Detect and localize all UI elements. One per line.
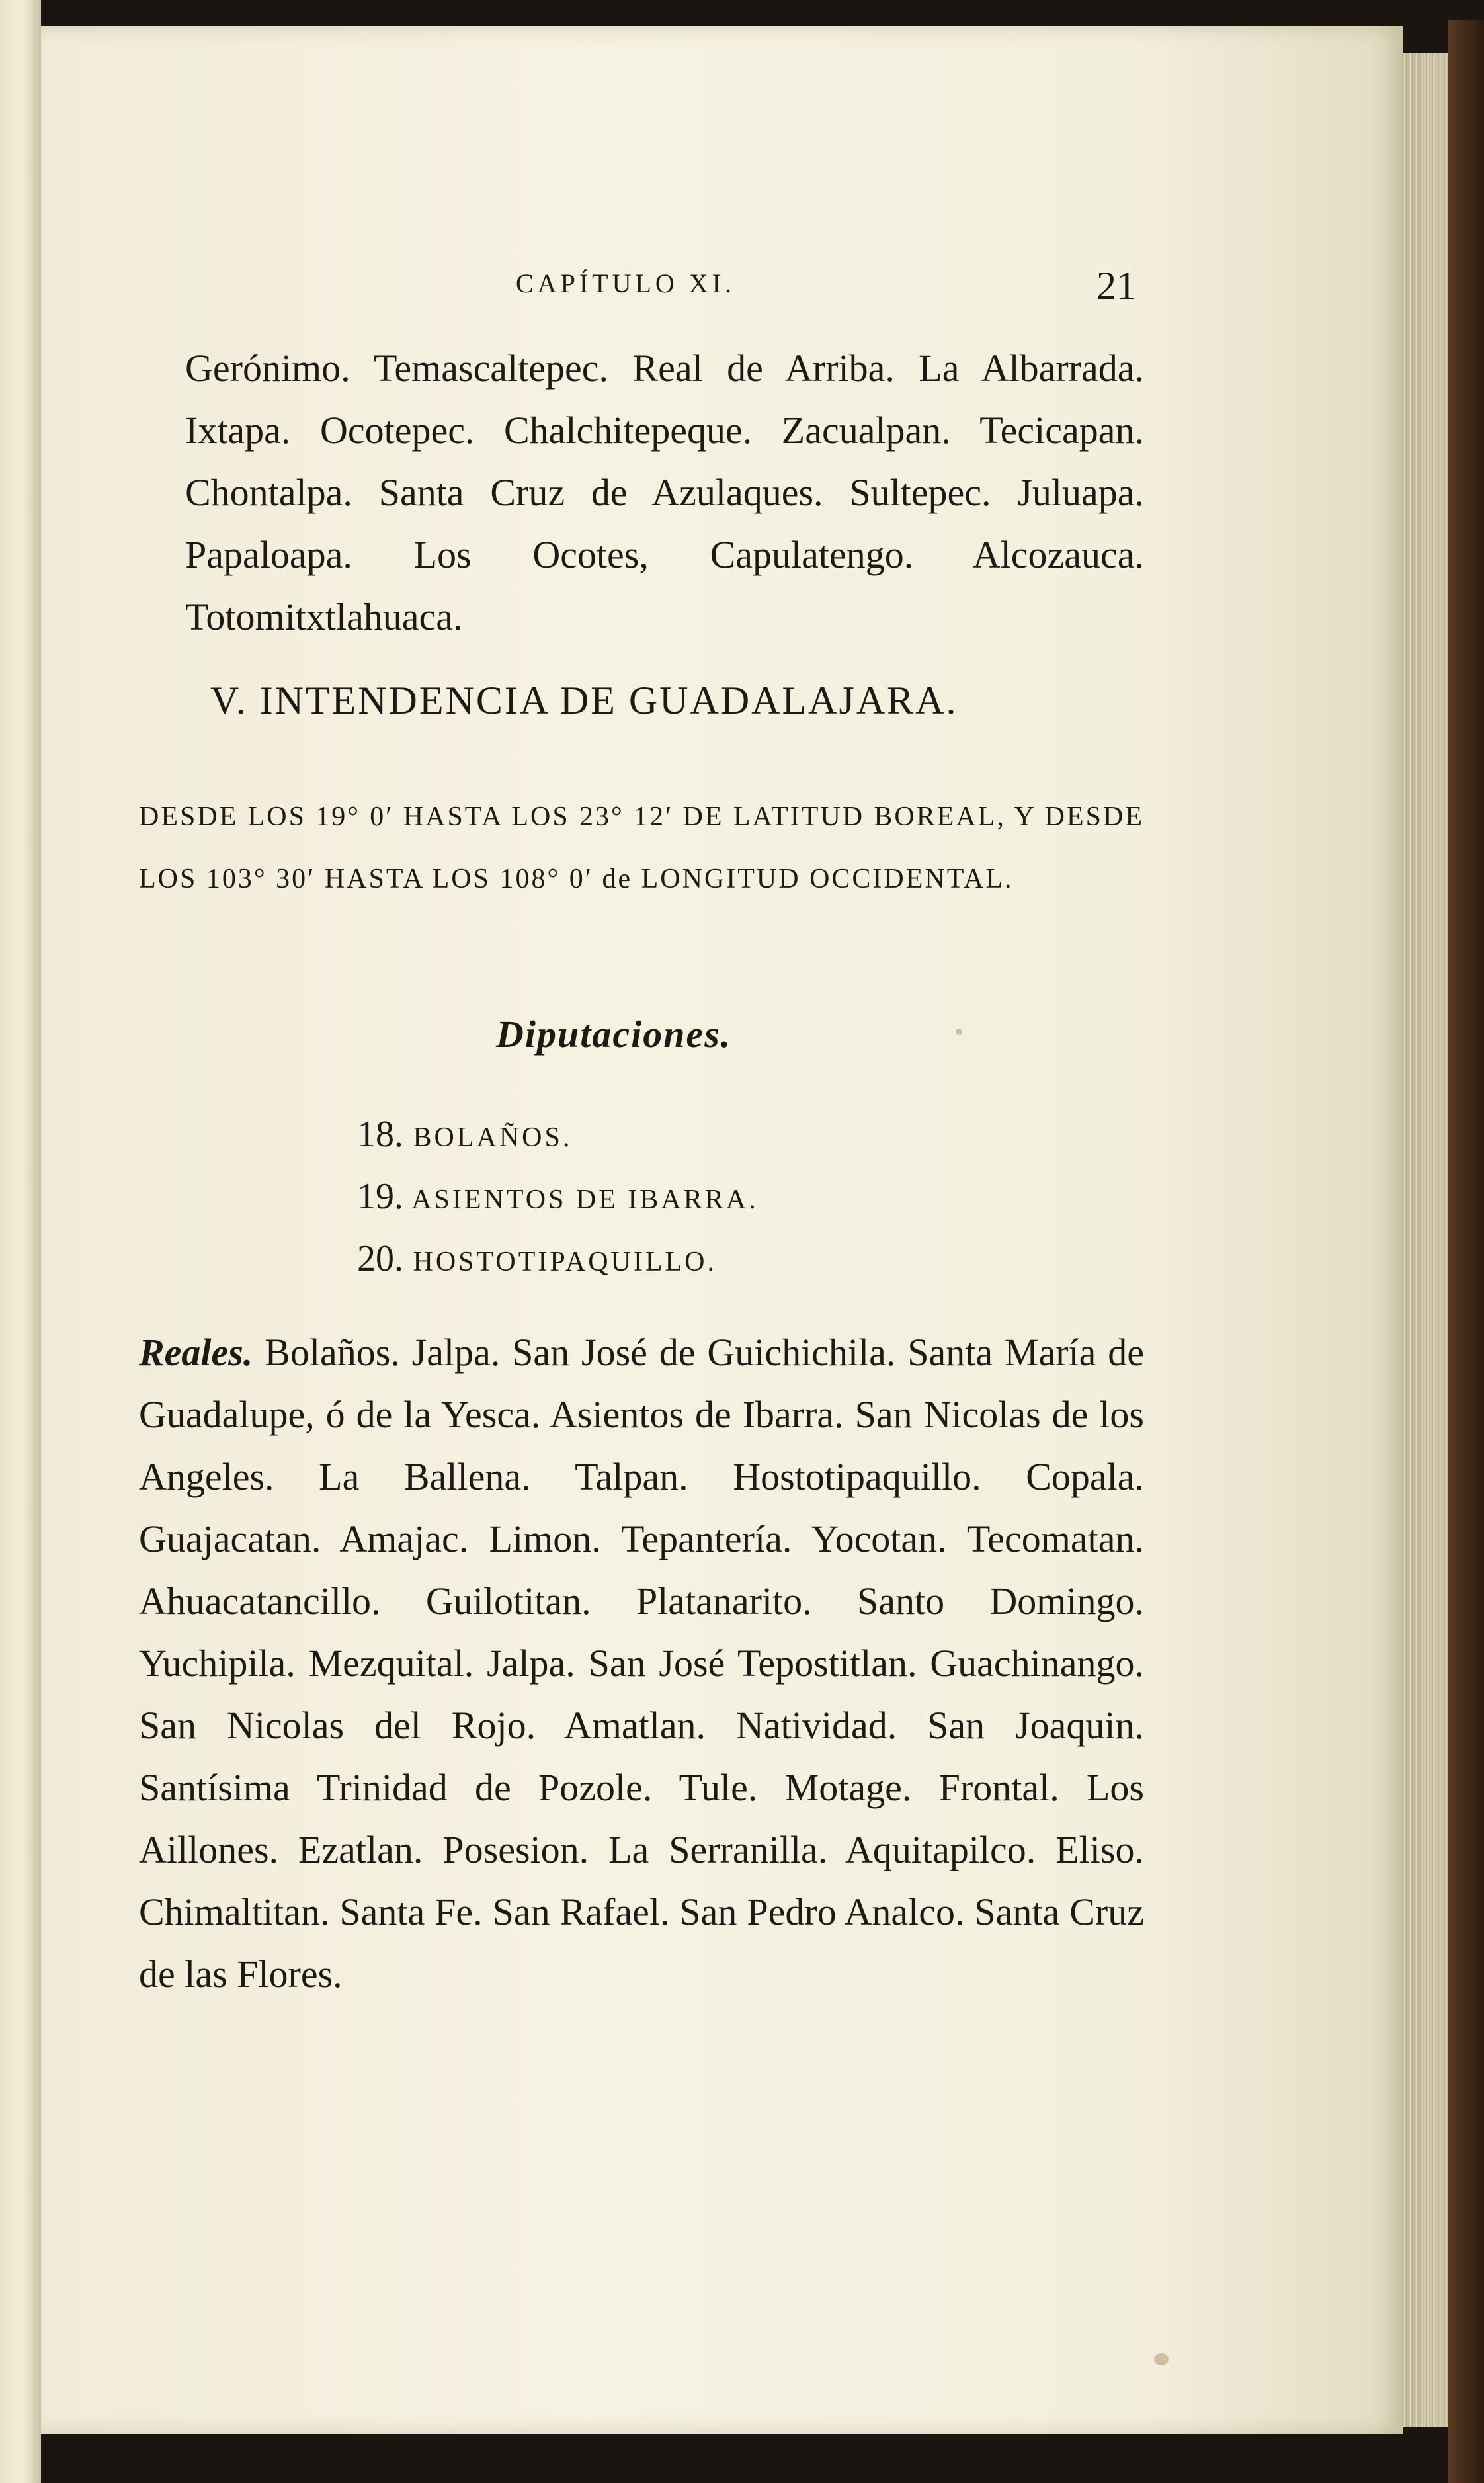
foxing-spot	[956, 1029, 962, 1035]
diputaciones-list	[357, 1103, 759, 1290]
list-item	[357, 1165, 759, 1228]
item-number: 19.	[357, 1176, 403, 1217]
reales-lead: Reales.	[139, 1331, 253, 1374]
item-number: 20.	[357, 1238, 403, 1279]
section-title: V. INTENDENCIA DE GUADALAJARA.	[210, 679, 958, 722]
item-name: HOSTOTIPAQUILLO.	[413, 1247, 718, 1277]
running-header: CAPÍTULO XI.	[516, 269, 735, 298]
reales-paragraph	[139, 1322, 1144, 2005]
continued-paragraph: Gerónimo. Temascaltepec. Real de Arriba. La Albarrada. Ixtapa. Ocotepec. Chalchitepeque. Zacualpan. Tecicapan. Chontalpa. Santa Cruz de Azulaques. Sultepec. Juluapa. Papaloapa. Los Ocotes, Capulatengo. Alcozauca. Totomitxtlahuaca.	[185, 347, 1144, 638]
page-number: 21	[1096, 264, 1136, 308]
list-item	[357, 1103, 759, 1165]
list-item	[357, 1228, 759, 1290]
item-name: BOLAÑOS.	[413, 1122, 573, 1153]
coordinates-subtitle: DESDE LOS 19° 0′ HASTA LOS 23° 12′ DE LATITUD BOREAL, Y DESDE LOS 103° 30′ HASTA LOS 108° 0′ de LONGITUD OCCIDENTAL.	[139, 802, 1144, 894]
item-number: 18.	[357, 1114, 403, 1155]
reales-text: Bolaños. Jalpa. San José de Guichichila. Santa María de Guadalupe, ó de la Yesca. Asientos de Ibarra. San Nicolas de los Angeles. La Ballena. Talpan. Hostotipaquillo. Copala. Guajacatan. Amajac. Limon. Tepantería. Yocotan. Tecomatan. Ahuacatancillo. Guilotitan. Platanarito. Santo Domingo. Yuchipila. Mezquital. Jalpa. San José Tepostitlan. Guachinango. San Nicolas del Rojo. Amatlan. Natividad. San Joaquin. Santísima Trinidad de Pozole. Tule. Motage. Frontal. Los Aillones. Ezatlan. Posesion. La Serranilla. Aquitapilco. Eliso. Chimaltitan. Santa Fe. San Rafael. San Pedro Analco. Santa Cruz de las Flores.	[139, 1331, 1144, 1996]
foxing-spot	[1154, 2353, 1169, 2365]
item-name: ASIENTOS DE IBARRA.	[411, 1185, 759, 1215]
diputaciones-heading: Diputaciones.	[496, 1013, 732, 1056]
